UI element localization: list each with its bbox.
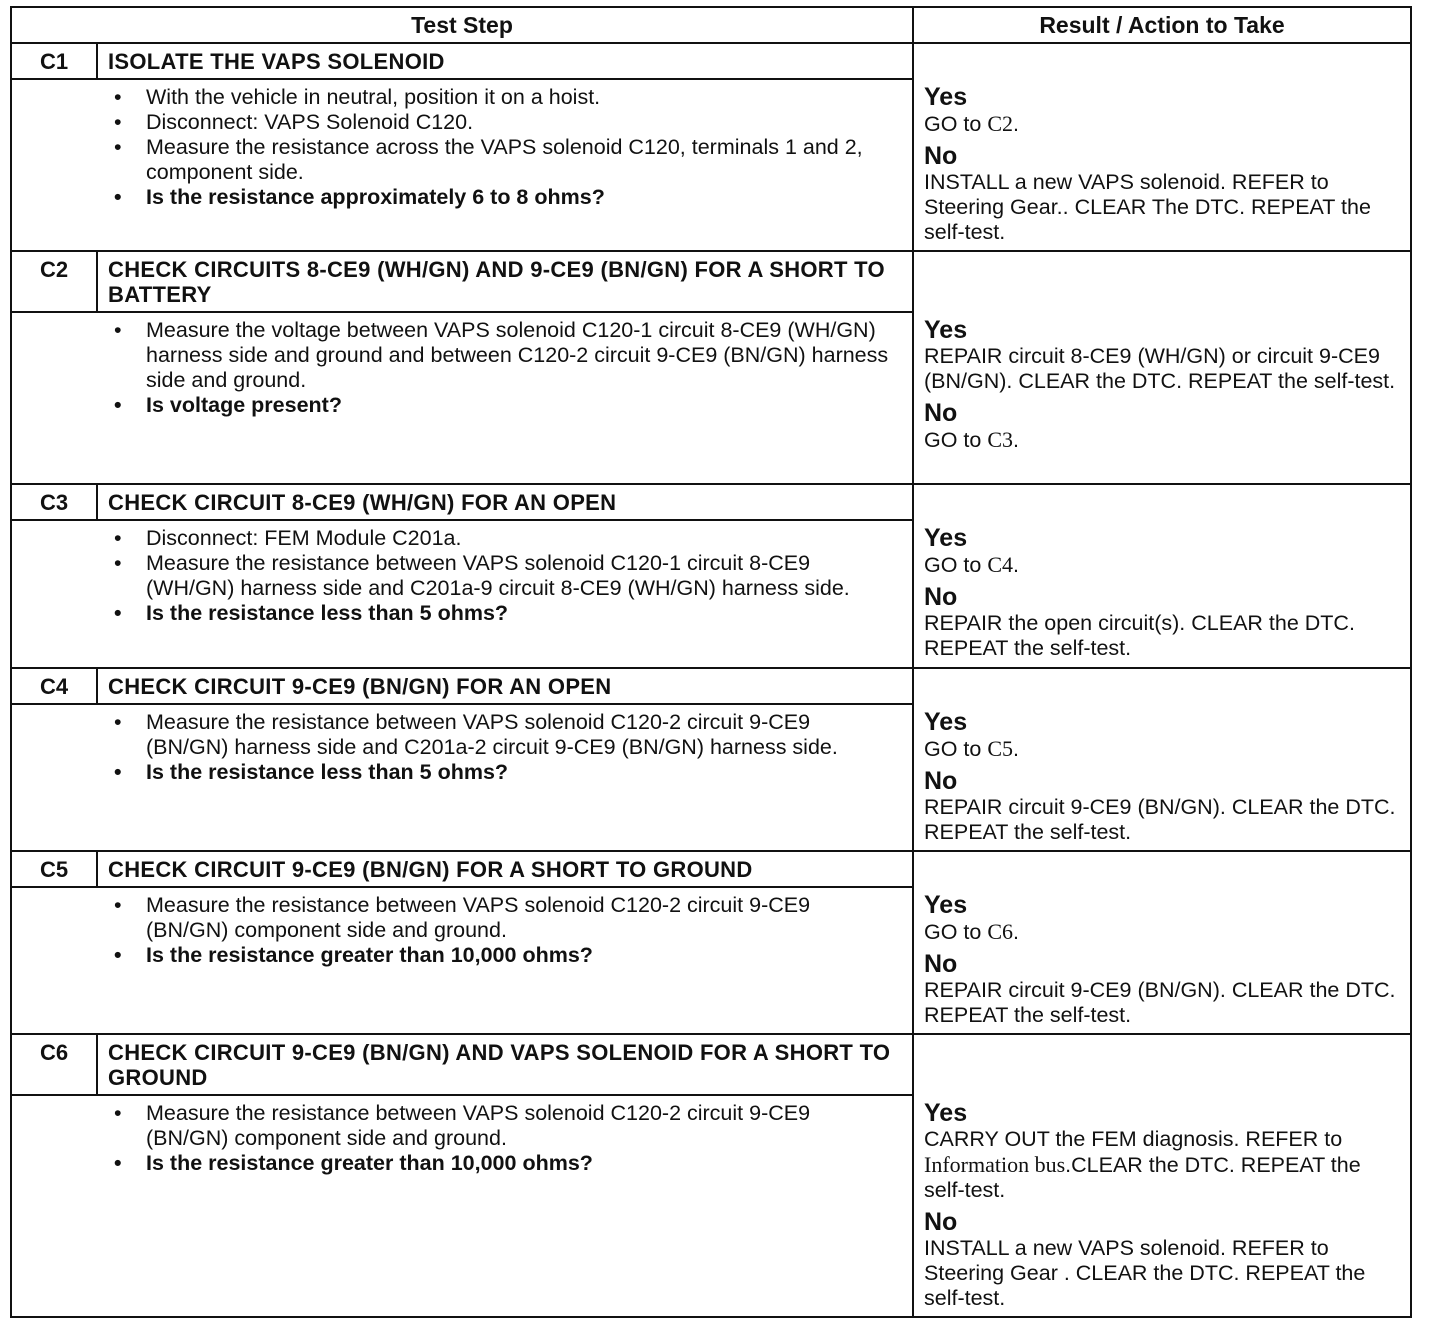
step-id: C6 [39,1040,69,1065]
step-reference: C3 [987,427,1014,452]
no-label: No [924,1208,958,1236]
title-divider [12,78,912,80]
step-id: C3 [39,490,69,515]
yes-label: Yes [924,708,968,736]
yes-action-tail: .CLEAR the DTC. REPEAT the self-test. [924,1153,1361,1202]
title-divider [12,311,912,313]
title-divider [12,519,912,521]
step-question: • Is the resistance greater than 10,000 ohms? [108,943,898,968]
no-action: REPAIR circuit 9-CE9 (BN/GN). CLEAR the DTC. REPEAT the self-test. [924,795,1396,844]
yes-action: GO to [924,920,982,944]
step-result [924,709,1404,851]
step-id: C5 [39,857,69,882]
step-reference: C4 [987,552,1014,577]
instruction-item: • Measure the resistance between VAPS solenoid C120-2 circuit 9-CE9 (BN/GN) harness side and C201a-2 circuit 9-CE9 (BN/GN) harness side. [108,710,898,760]
step-id: C1 [39,49,69,74]
step-result [924,525,1404,667]
step-id: C2 [39,257,69,282]
yes-label: Yes [924,1099,968,1127]
no-label: No [924,950,958,978]
step-question: • Is the resistance greater than 10,000 ohms? [108,1151,898,1176]
step-instructions [108,318,898,418]
no-action: GO to [924,428,982,452]
no-label: No [924,767,958,795]
yes-action: GO to [924,553,982,577]
header-test-step: Test Step [411,11,513,38]
instruction-item: • Measure the resistance between VAPS solenoid C120-2 circuit 9-CE9 (BN/GN) component side and ground. [108,1101,898,1151]
step-title: CHECK CIRCUIT 9-CE9 (BN/GN) AND VAPS SOLENOID FOR A SHORT TO GROUND [108,1040,891,1090]
step-instructions [108,526,898,626]
no-label: No [924,583,958,611]
step-question: • Is the resistance less than 5 ohms? [108,601,898,626]
yes-action: REPAIR circuit 8-CE9 (WH/GN) or circuit 9-CE9 (BN/GN). CLEAR the DTC. REPEAT the self-test. [924,344,1396,393]
id-divider [96,483,98,521]
id-divider [96,1033,98,1096]
step-question: • Is voltage present? [108,393,898,418]
step-result [924,317,1404,459]
yes-label: Yes [924,316,968,344]
id-divider [96,42,98,80]
instruction-item: • With the vehicle in neutral, position it on a hoist. [108,85,898,110]
step-reference: C5 [987,736,1014,761]
yes-action: GO to [924,737,982,761]
test-step-table [10,6,1412,1318]
row-divider [12,483,1410,485]
header-divider [12,42,1410,44]
step-result [924,84,1404,251]
instruction-item: • Measure the voltage between VAPS solenoid C120-1 circuit 8-CE9 (WH/GN) harness side and ground and between C120-2 circuit 9-CE9 (BN/GN) harness side and ground. [108,318,898,393]
yes-label: Yes [924,524,968,552]
title-divider [12,886,912,888]
no-action: INSTALL a new VAPS solenoid. REFER to Steering Gear.. CLEAR The DTC. REPEAT the self-test. [924,170,1371,244]
punctuation: . [1013,553,1020,577]
step-question: • Is the resistance less than 5 ohms? [108,760,898,785]
step-id: C4 [39,674,69,699]
step-instructions [108,85,898,210]
instruction-item: • Measure the resistance across the VAPS solenoid C120, terminals 1 and 2, component side. [108,135,898,185]
step-title: CHECK CIRCUIT 9-CE9 (BN/GN) FOR AN OPEN [108,674,612,699]
instruction-item: • Disconnect: FEM Module C201a. [108,526,898,551]
step-instructions [108,710,898,785]
instruction-item: • Measure the resistance between VAPS solenoid C120-1 circuit 8-CE9 (WH/GN) harness side and C201a-9 circuit 8-CE9 (WH/GN) harness side. [108,551,898,601]
yes-action: CARRY OUT the FEM diagnosis. REFER to [924,1127,1343,1151]
punctuation: . [1013,428,1020,452]
yes-label: Yes [924,891,968,919]
id-divider [96,250,98,313]
header-result: Result / Action to Take [1039,11,1285,38]
instruction-item: • Measure the resistance between VAPS solenoid C120-2 circuit 9-CE9 (BN/GN) component side and ground. [108,893,898,943]
id-divider [96,850,98,888]
no-action: REPAIR circuit 9-CE9 (BN/GN). CLEAR the DTC. REPEAT the self-test. [924,978,1396,1027]
step-title: CHECK CIRCUIT 9-CE9 (BN/GN) FOR A SHORT TO GROUND [108,857,753,882]
step-question: • Is the resistance approximately 6 to 8 ohms? [108,185,898,210]
punctuation: . [1013,737,1020,761]
no-label: No [924,399,958,427]
column-divider [912,8,914,1316]
step-reference: C6 [987,919,1014,944]
no-label: No [924,142,958,170]
step-instructions [108,1101,898,1176]
step-title: ISOLATE THE VAPS SOLENOID [108,49,445,74]
id-divider [96,667,98,705]
step-title: CHECK CIRCUITS 8-CE9 (WH/GN) AND 9-CE9 (BN/GN) FOR A SHORT TO BATTERY [108,257,885,307]
step-reference: Information bus [924,1152,1066,1177]
step-result [924,1100,1404,1317]
step-title: CHECK CIRCUIT 8-CE9 (WH/GN) FOR AN OPEN [108,490,617,515]
punctuation: . [1013,112,1020,136]
title-divider [12,1094,912,1096]
title-divider [12,703,912,705]
step-reference: C2 [987,111,1014,136]
step-result [924,892,1404,1034]
yes-action: GO to [924,112,982,136]
no-action: REPAIR the open circuit(s). CLEAR the DTC. REPEAT the self-test. [924,611,1355,660]
row-divider [12,667,1410,669]
instruction-item: • Disconnect: VAPS Solenoid C120. [108,110,898,135]
yes-label: Yes [924,83,968,111]
punctuation: . [1013,920,1020,944]
step-instructions [108,893,898,968]
no-action: INSTALL a new VAPS solenoid. REFER to Steering Gear . CLEAR the DTC. REPEAT the self-test. [924,1236,1366,1310]
